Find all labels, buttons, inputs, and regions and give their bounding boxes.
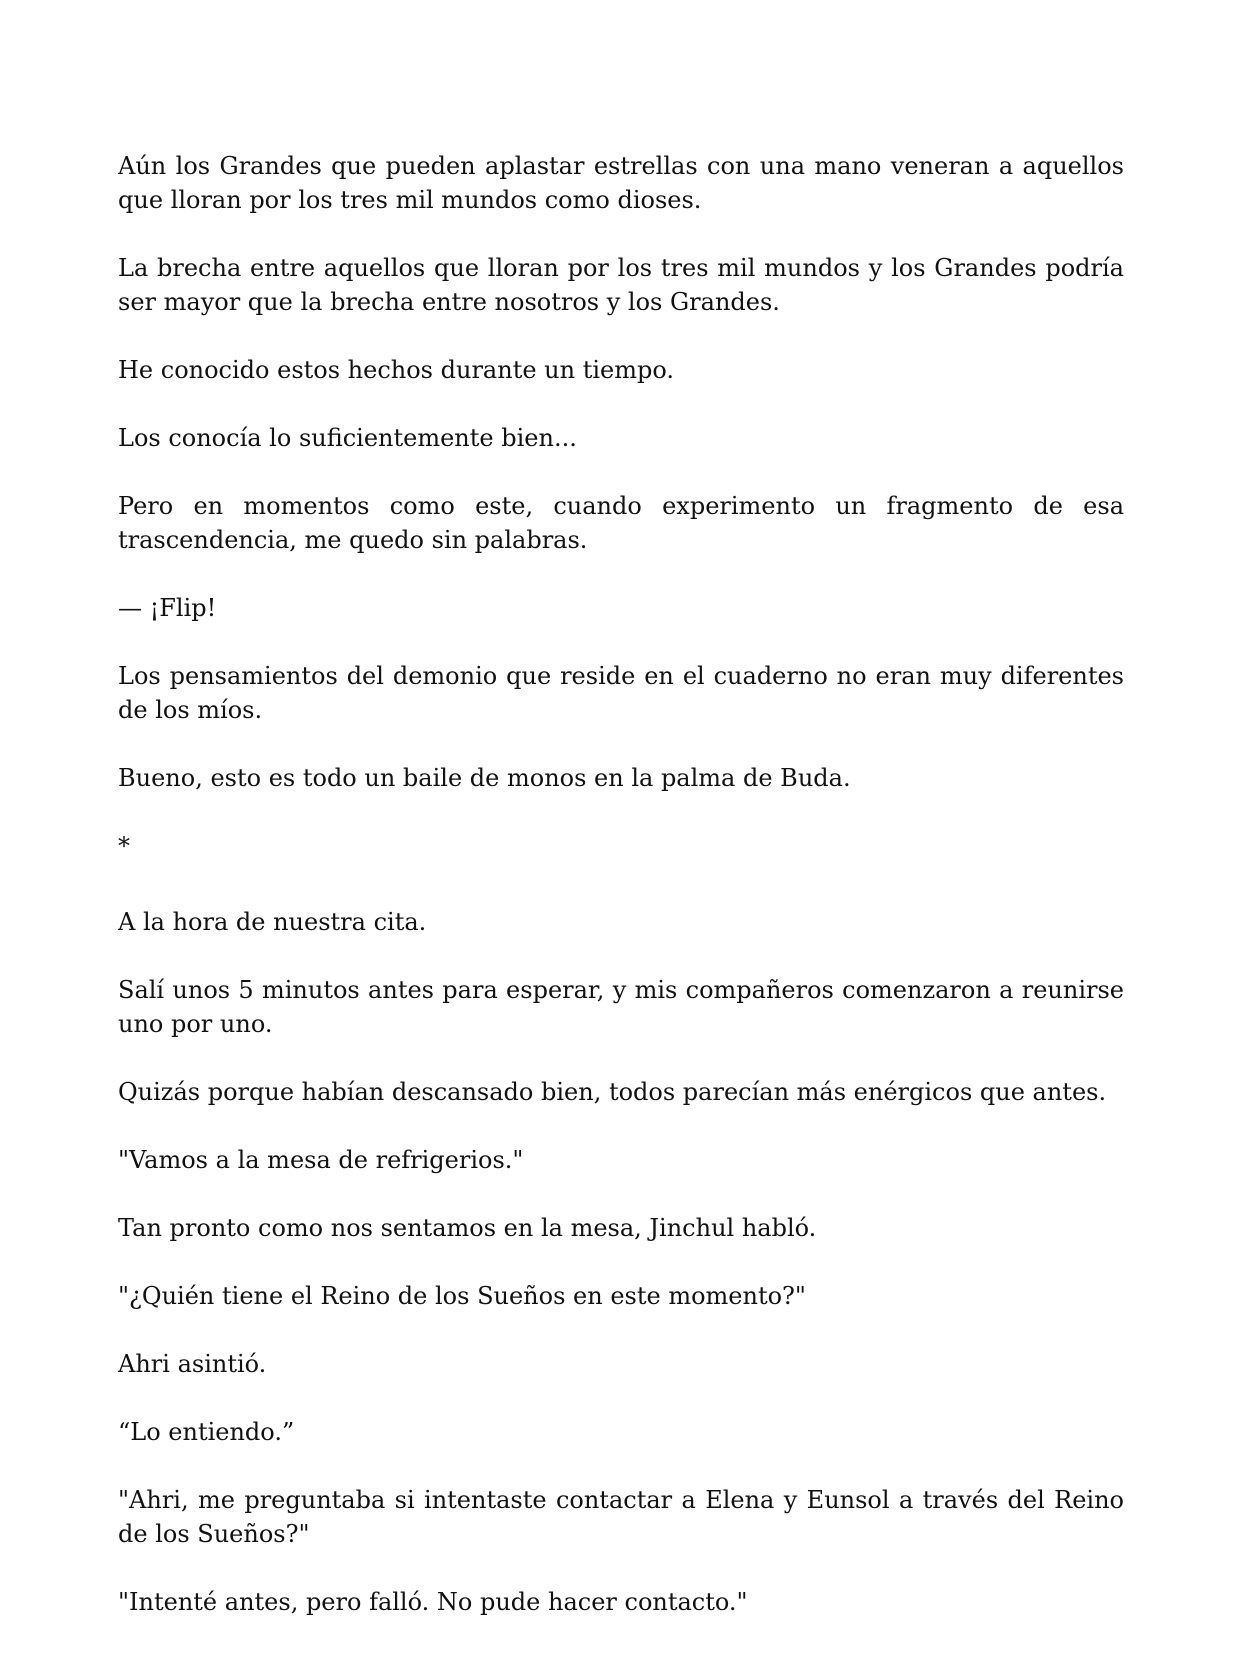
paragraph: Aún los Grandes que pueden aplastar estrellas con una mano veneran a aquellos que lloran por los tres mil mundos como dioses. <box>118 152 1124 214</box>
paragraph: — ¡Flip! <box>118 594 217 622</box>
paragraph: Ahri asintió. <box>118 1350 267 1378</box>
paragraph: Quizás porque habían descansado bien, todos parecían más enérgicos que antes. <box>118 1078 1107 1106</box>
scene-break: * <box>118 832 130 860</box>
paragraph: Tan pronto como nos sentamos en la mesa, Jinchul habló. <box>118 1214 817 1242</box>
paragraph: "Intenté antes, pero falló. No pude hacer contacto." <box>118 1588 748 1616</box>
paragraph: Los conocía lo suficientemente bien... <box>118 424 577 452</box>
paragraph: Los pensamientos del demonio que reside en el cuaderno no eran muy diferentes de los míos. <box>118 662 1124 724</box>
paragraph: A la hora de nuestra cita. <box>118 908 427 936</box>
paragraph: He conocido estos hechos durante un tiempo. <box>118 356 675 384</box>
paragraph: "Vamos a la mesa de refrigerios." <box>118 1146 524 1174</box>
paragraph: "¿Quién tiene el Reino de los Sueños en este momento?" <box>118 1282 806 1310</box>
paragraph: “Lo entiendo.” <box>118 1418 295 1446</box>
paragraph: La brecha entre aquellos que lloran por los tres mil mundos y los Grandes podría ser mayor que la brecha entre nosotros y los Grandes. <box>118 254 1124 316</box>
paragraph: Salí unos 5 minutos antes para esperar, y mis compañeros comenzaron a reunirse uno por uno. <box>118 976 1124 1038</box>
paragraph: Bueno, esto es todo un baile de monos en la palma de Buda. <box>118 764 851 792</box>
paragraph: "Ahri, me preguntaba si intentaste contactar a Elena y Eunsol a través del Reino de los Sueños?" <box>118 1486 1124 1548</box>
document-body <box>118 149 1124 1653</box>
paragraph: Pero en momentos como este, cuando experimento un fragmento de esa trascendencia, me quedo sin palabras. <box>118 492 1124 554</box>
